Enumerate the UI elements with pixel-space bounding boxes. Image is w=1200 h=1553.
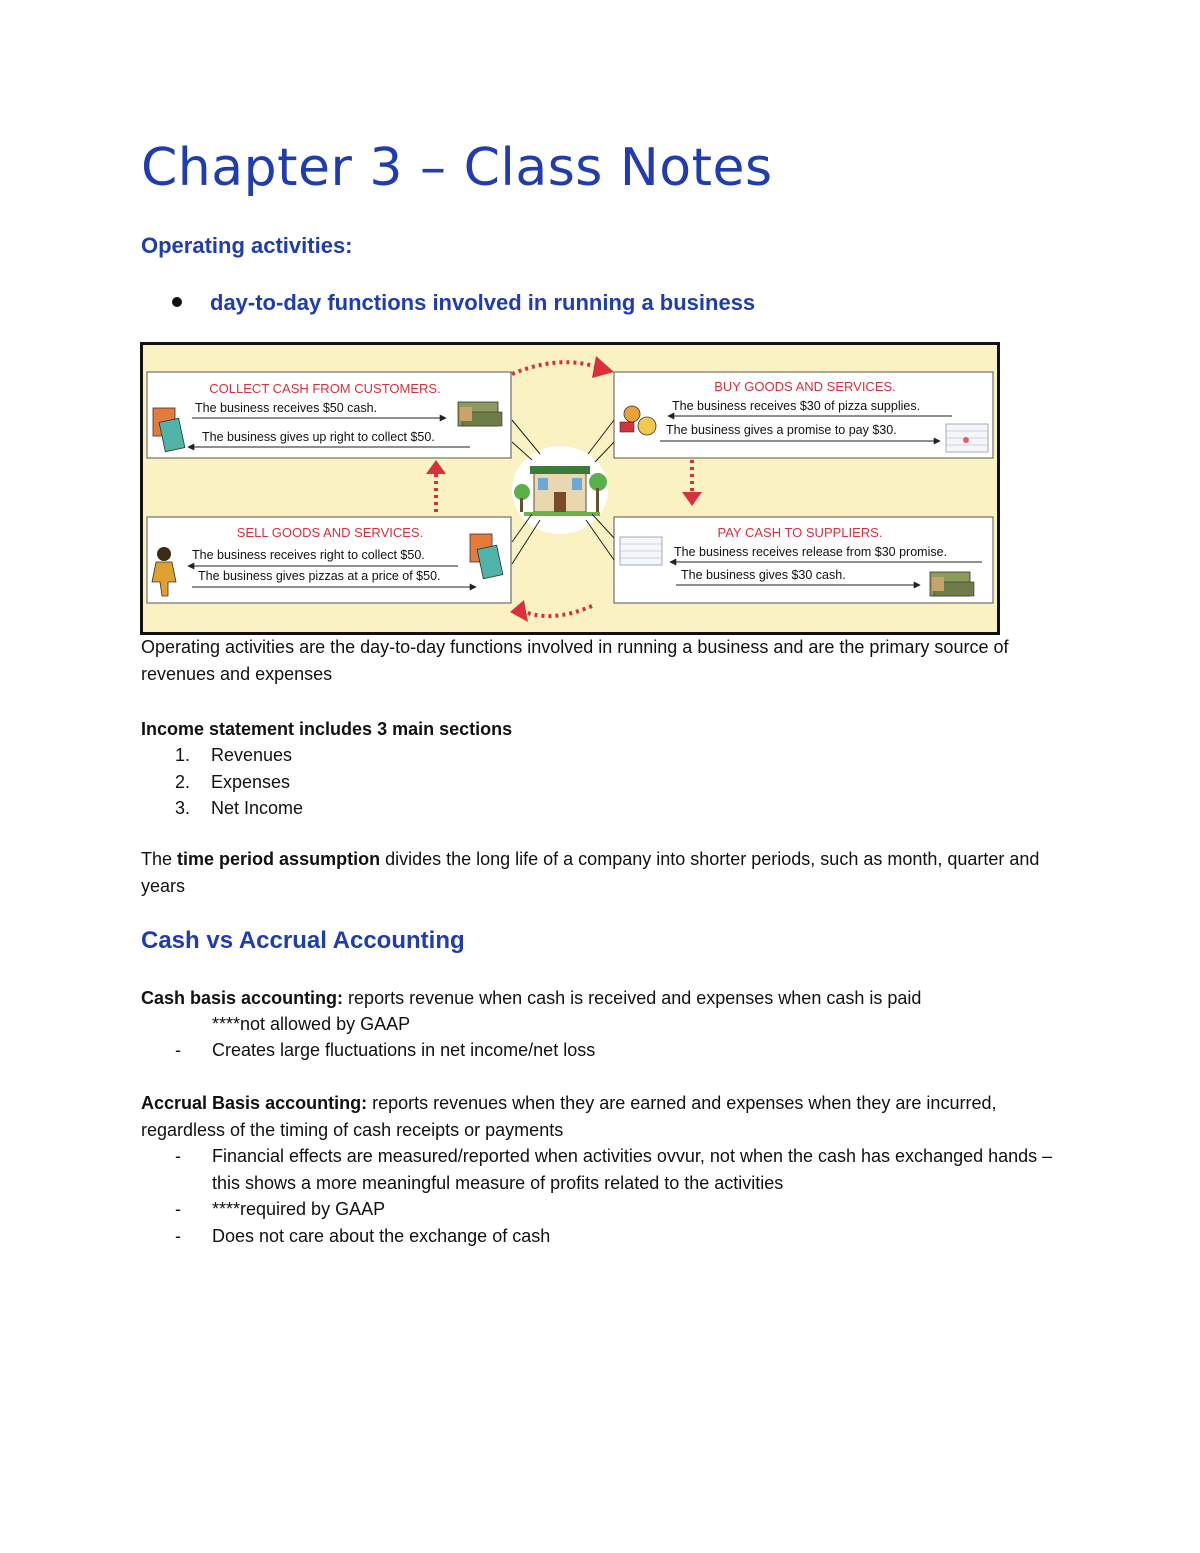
dash-marker: -: [175, 1225, 181, 1246]
collect-cash-box: [147, 372, 511, 458]
collect-title: COLLECT CASH FROM CUSTOMERS.: [209, 381, 441, 396]
pay-title: PAY CASH TO SUPPLIERS.: [717, 525, 883, 540]
released-note-icon: [620, 537, 662, 565]
page-title: Chapter 3 – Class Notes: [141, 138, 773, 198]
cash-vs-accrual-heading: Cash vs Accrual Accounting: [141, 927, 465, 954]
dash-marker: -: [175, 1199, 181, 1219]
operating-bullet-text: day-to-day functions involved in running a business: [210, 290, 756, 315]
dash-marker: -: [175, 1040, 181, 1060]
cash-stack-icon: [458, 402, 502, 426]
buy-title: BUY GOODS AND SERVICES.: [714, 379, 896, 394]
list-item: [141, 795, 303, 822]
operating-bullet-item: [172, 290, 755, 316]
list-item-text: Creates large fluctuations in net income/net loss: [212, 1040, 596, 1060]
operating-activities-paragraph: Operating activities are the day-to-day functions involved in running a business and are the primary source of revenues and expenses: [141, 637, 1009, 684]
time-period-pre: The: [141, 849, 178, 869]
list-number: 2.: [175, 771, 191, 792]
accrual-basis-term: Accrual Basis accounting:: [141, 1093, 368, 1113]
list-number: 3.: [175, 798, 191, 818]
cash-basis-bullets: [141, 1037, 595, 1064]
cash-basis-gaap-note: ****not allowed by GAAP: [212, 1014, 411, 1034]
dash-marker: -: [175, 1146, 181, 1166]
accrual-basis-bullets: [141, 1143, 1081, 1249]
pay-line-2: The business gives $30 cash.: [681, 568, 846, 582]
accrual-basis-definition: reports revenues when they are earned and expenses when they are incurred, regardless of the timing of cash receipts or payments: [141, 1093, 997, 1140]
list-item-text: ****required by GAAP: [212, 1199, 386, 1219]
cash-basis-paragraph: [141, 985, 921, 1012]
list-item-text: Does not care about the exchange of cash: [212, 1225, 551, 1246]
sell-goods-box: [147, 517, 511, 603]
promissory-note-icon: [946, 424, 988, 452]
accrual-basis-paragraph: [141, 1090, 1081, 1143]
cash-basis-definition: reports revenue when cash is received and expenses when cash is paid: [343, 988, 922, 1008]
time-period-term: time period assumption: [177, 849, 381, 869]
pay-cash-box: [614, 517, 993, 603]
bullet-dot-icon: [172, 297, 182, 307]
income-sections-list: [141, 742, 303, 822]
income-statement-heading: [141, 716, 512, 743]
operating-cycle-diagram: [140, 342, 1000, 635]
list-item-text: Financial effects are measured/reported when activities ovvur, not when the cash has exchanged hands – this shows a more meaningful measure of profits related to the activities: [212, 1146, 1053, 1193]
list-item-label: Revenues: [211, 745, 293, 765]
cash-payment-icon: [930, 572, 974, 596]
sell-line-2: The business gives pizzas at a price of $50.: [198, 569, 441, 583]
list-item: [141, 769, 303, 796]
buy-goods-box: [614, 372, 993, 458]
sell-title: SELL GOODS AND SERVICES.: [236, 525, 424, 540]
buy-line-1: The business receives $30 of pizza supplies.: [672, 399, 921, 413]
list-item-label: Expenses: [211, 771, 291, 792]
time-period-post: divides the long life of a company into shorter periods, such as month, quarter and years: [141, 849, 1040, 896]
list-item: [141, 1037, 595, 1064]
list-item: [141, 1223, 1081, 1250]
list-item: [141, 742, 303, 769]
collect-line-1: The business receives $50 cash.: [195, 401, 378, 415]
income-statement-heading-text: Income statement includes 3 main sections: [141, 719, 513, 739]
list-item-label: Net Income: [211, 798, 304, 818]
cash-basis-term: Cash basis accounting:: [141, 988, 344, 1008]
time-period-paragraph: [141, 846, 1041, 899]
operating-activities-heading: Operating activities:: [141, 233, 353, 258]
list-item: [141, 1143, 1081, 1196]
pay-line-1: The business receives release from $30 promise.: [674, 545, 948, 559]
collect-line-2: The business gives up right to collect $50.: [202, 430, 435, 444]
business-storefront-icon: [512, 446, 608, 534]
list-number: 1.: [175, 745, 191, 765]
list-item: [141, 1196, 1081, 1223]
sell-line-1: The business receives right to collect $50.: [192, 548, 425, 562]
buy-line-2: The business gives a promise to pay $30.: [666, 423, 897, 437]
